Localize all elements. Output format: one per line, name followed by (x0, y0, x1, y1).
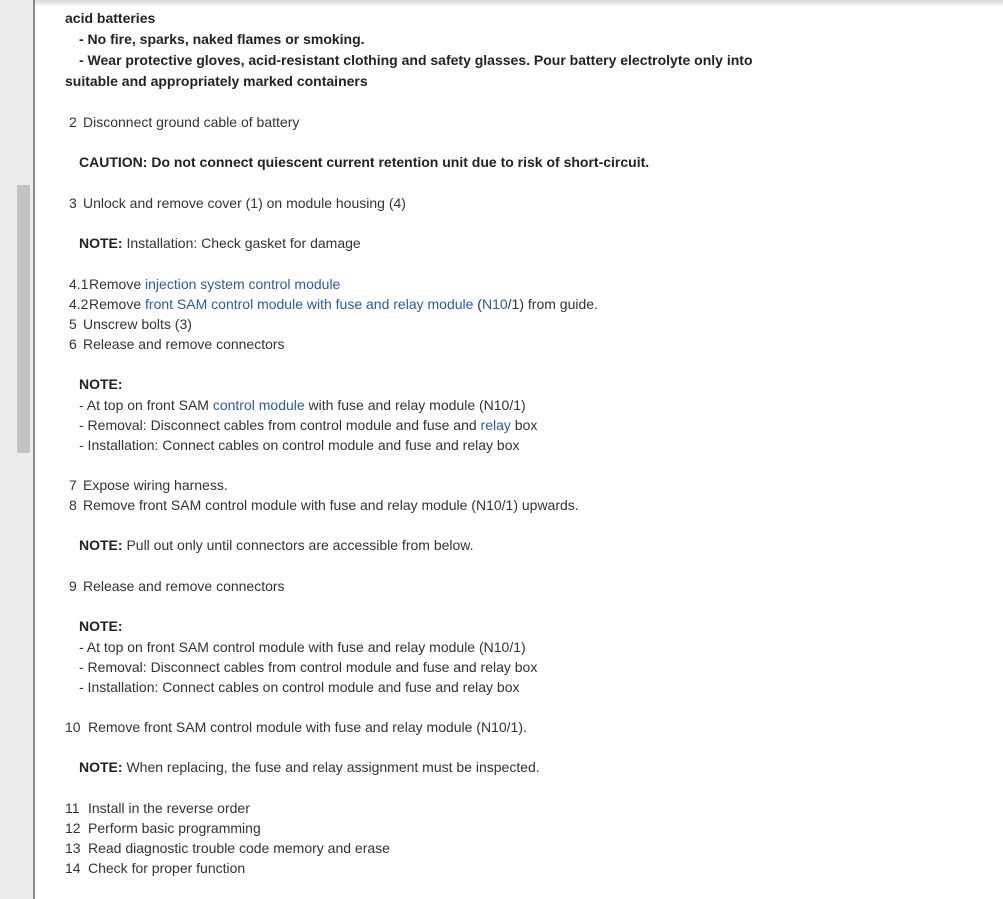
step-text (89, 294, 598, 314)
step-text: Remove front SAM control module with fuse and relay module (N10/1). (88, 719, 527, 735)
note-label: NOTE: (79, 618, 123, 634)
step-number: 5 (69, 316, 77, 332)
step-text: Check for proper function (88, 860, 246, 876)
warning-bullet-protection: - Wear protective gloves, acid-resistant clothing and safety glasses. Pour battery electrolyte only into (79, 52, 753, 68)
step-text: Read diagnostic trouble code memory and erase (88, 840, 390, 856)
step-number: 14 (65, 860, 81, 876)
step-number: 7 (69, 477, 77, 493)
step-number: 2 (69, 114, 77, 130)
note-label: NOTE: (79, 235, 123, 251)
note-text: When replacing, the fuse and relay assignment must be inspected. (122, 759, 540, 775)
note-bullet (79, 395, 526, 415)
caution-note (79, 152, 649, 172)
step-text: Release and remove connectors (83, 336, 285, 352)
note-label: NOTE: (79, 759, 123, 775)
note-bullet-post: box (510, 417, 538, 433)
n10-link[interactable]: N10 (481, 296, 508, 312)
step-text: Release and remove connectors (83, 578, 285, 594)
step-text (89, 274, 340, 294)
note-bullet: - Installation: Connect cables on control module and fuse and relay box (79, 679, 520, 695)
step-text: Unscrew bolts (3) (83, 316, 192, 332)
relay-link[interactable]: relay (480, 417, 511, 433)
step-number: 4.1 (69, 276, 89, 292)
note-bullet: - At top on front SAM control module with fuse and relay module (N10/1) (79, 639, 526, 655)
note-text: Pull out only until connectors are accessible from below. (122, 537, 474, 553)
warning-bullet-fire: - No fire, sparks, naked flames or smoking. (79, 31, 365, 47)
note-label: NOTE: (79, 376, 123, 392)
note-bullet: - Installation: Connect cables on control module and fuse and relay box (79, 437, 520, 453)
caution-label: CAUTION: (79, 154, 148, 170)
note-bullet-post: with fuse and relay module (N10/1) (304, 397, 526, 413)
step-number: 8 (69, 497, 77, 513)
scrollbar-track[interactable] (0, 0, 33, 899)
injection-control-module-link[interactable]: injection system control module (145, 276, 341, 292)
step-text-pre: Remove (89, 296, 146, 312)
warning-line: suitable and appropriately marked containers (65, 73, 368, 89)
step-number: 9 (69, 578, 77, 594)
step-number: 4.2 (69, 296, 89, 312)
note (79, 757, 540, 777)
note-label: NOTE: (79, 537, 123, 553)
top-shadow (35, 0, 1003, 7)
front-sam-module-link[interactable]: front SAM control module with fuse and relay module (145, 296, 474, 312)
step-text: Expose wiring harness. (83, 477, 228, 493)
document-page (33, 0, 1003, 899)
note-text: Installation: Check gasket for damage (122, 235, 361, 251)
control-module-link[interactable]: control module (212, 397, 305, 413)
step-text-pre: Remove (89, 276, 146, 292)
step-number: 12 (65, 820, 81, 836)
step-number: 6 (69, 336, 77, 352)
note-bullet (79, 415, 537, 435)
caution-text: Do not connect quiescent current retention unit due to risk of short-circuit. (147, 154, 650, 170)
note (79, 535, 474, 555)
step-text: Remove front SAM control module with fuse and relay module (N10/1) upwards. (83, 497, 579, 513)
step-text-mid: ( (473, 296, 482, 312)
note-bullet-pre: - Removal: Disconnect cables from control module and fuse and (79, 417, 481, 433)
step-number: 13 (65, 840, 81, 856)
step-number: 3 (69, 195, 77, 211)
warning-line: acid batteries (65, 10, 156, 26)
scrollbar-thumb[interactable] (17, 185, 30, 453)
step-text: Unlock and remove cover (1) on module housing (4) (83, 195, 406, 211)
note-bullet-pre: - At top on front SAM (79, 397, 213, 413)
step-text: Install in the reverse order (88, 800, 250, 816)
note (79, 233, 361, 253)
step-text: Disconnect ground cable of battery (83, 114, 300, 130)
step-number: 11 (65, 800, 80, 816)
note-bullet: - Removal: Disconnect cables from control module and fuse and relay box (79, 659, 538, 675)
step-text-post: /1) from guide. (507, 296, 598, 312)
step-number: 10 (65, 719, 81, 735)
step-text: Perform basic programming (88, 820, 261, 836)
